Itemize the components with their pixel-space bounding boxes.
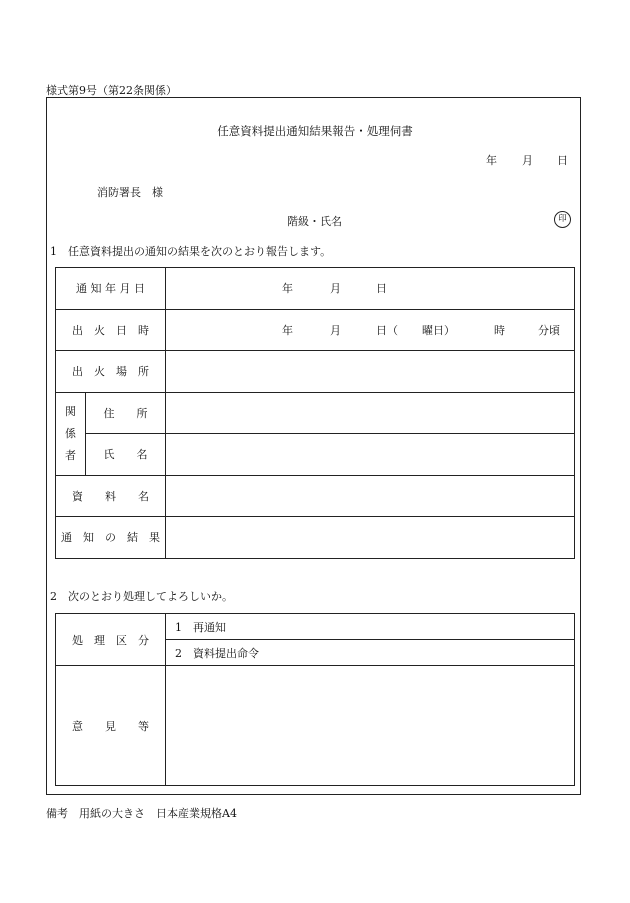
notify-date-field[interactable]	[166, 268, 575, 310]
date-day: 日	[557, 154, 568, 167]
name-label: 氏 名	[86, 434, 166, 476]
fire-hour: 時	[494, 323, 505, 337]
table-row	[56, 475, 575, 517]
table-row	[56, 434, 575, 476]
material-name-field[interactable]	[166, 475, 575, 517]
date-year: 年	[486, 154, 497, 167]
fire-place-label: 出 火 場 所	[56, 351, 166, 393]
document-title: 任意資料提出通知結果報告・処理伺書	[217, 124, 413, 138]
fire-weekday: 曜日）	[422, 323, 455, 337]
addressee: 消防署長 様	[97, 186, 163, 199]
processing-table	[55, 613, 575, 786]
material-name-label: 資 料 名	[56, 475, 166, 517]
fire-datetime-label: 出 火 日 時	[56, 309, 166, 351]
seal-mark: 印	[554, 211, 571, 228]
notify-date-label: 通 知 年 月 日	[56, 268, 166, 310]
fire-month: 月	[330, 323, 341, 337]
rank-name-label: 階級・氏名	[287, 215, 342, 228]
footnote: 備考 用紙の大きさ 日本産業規格A4	[46, 807, 237, 820]
fire-datetime-field[interactable]	[166, 309, 575, 351]
opinion-label: 意 見 等	[56, 666, 166, 786]
table-row	[56, 309, 575, 351]
table-row	[56, 351, 575, 393]
related-person-label	[56, 392, 86, 475]
fire-place-field[interactable]	[166, 351, 575, 393]
table-row	[56, 614, 575, 640]
notify-month: 月	[330, 282, 341, 296]
related-char-3: 者	[65, 448, 76, 462]
report-table	[55, 267, 575, 559]
fire-day: 日（	[376, 323, 398, 337]
opinion-field[interactable]	[166, 666, 575, 786]
address-field[interactable]	[166, 392, 575, 434]
notify-result-label: 通 知 の 結 果	[56, 517, 166, 559]
table-row	[56, 268, 575, 310]
date-month: 月	[522, 154, 533, 167]
notify-year: 年	[282, 282, 293, 296]
table-row	[56, 392, 575, 434]
table-row	[56, 666, 575, 786]
table-row	[56, 517, 575, 559]
notify-day: 日	[376, 282, 387, 296]
name-field[interactable]	[166, 434, 575, 476]
related-char-2: 係	[65, 426, 76, 440]
fire-year: 年	[282, 323, 293, 337]
form-number-label: 様式第9号（第22条関係）	[46, 84, 177, 97]
section-1-heading: 1 任意資料提出の通知の結果を次のとおり報告します。	[50, 245, 332, 258]
notify-result-field[interactable]	[166, 517, 575, 559]
related-char-1: 関	[65, 404, 76, 418]
section-2-heading: 2 次のとおり処理してよろしいか。	[50, 590, 233, 603]
option-renotify[interactable]: 1 再通知	[166, 614, 575, 640]
fire-minute: 分頃	[538, 323, 560, 337]
address-label: 住 所	[86, 392, 166, 434]
option-submission-order[interactable]: 2 資料提出命令	[166, 640, 575, 666]
processing-category-label: 処 理 区 分	[56, 614, 166, 666]
